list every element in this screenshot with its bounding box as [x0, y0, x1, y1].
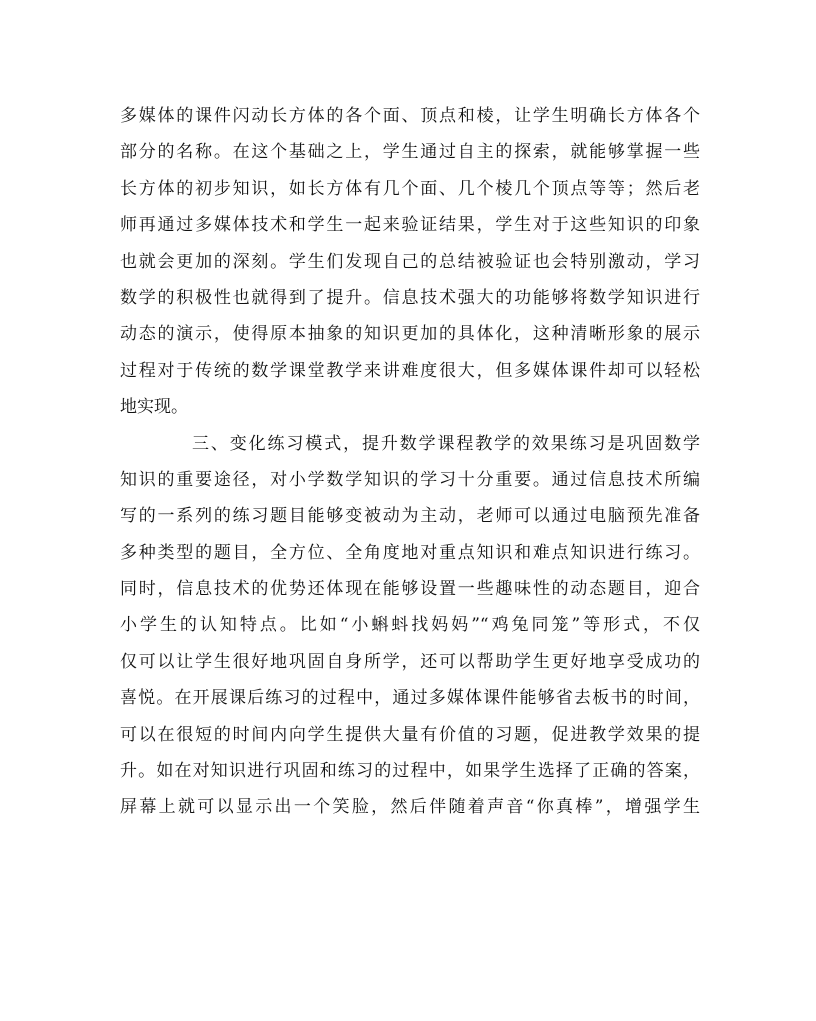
paragraph-2 — [120, 426, 700, 826]
text-line: 地实现。 — [120, 397, 188, 418]
paragraph-1 — [120, 98, 700, 426]
text-line: 动态的演示，使得原本抽象的知识更加的具体化，这种清晰形象的展示 — [120, 324, 700, 345]
text-line: 可以在很短的时间内向学生提供大量有价值的习题，促进教学效果的提 — [120, 724, 700, 745]
text-line: 多种类型的题目，全方位、全角度地对重点知识和难点知识进行练习。 — [120, 542, 700, 563]
text-line: 小学生的认知特点。比如“小蝌蚪找妈妈”“鸡兔同笼”等形式，不仅 — [120, 615, 700, 636]
text-line: 过程对于传统的数学课堂教学来讲难度很大，但多媒体课件却可以轻松 — [120, 360, 700, 381]
text-line: 写的一系列的练习题目能够变被动为主动，老师可以通过电脑预先准备 — [120, 506, 700, 527]
text-line: 多媒体的课件闪动长方体的各个面、顶点和棱，让学生明确长方体各个 — [120, 106, 700, 126]
text-line: 部分的名称。在这个基础之上，学生通过自主的探索，就能够掌握一些 — [120, 142, 700, 163]
text-line: 仅可以让学生很好地巩固自身所学，还可以帮助学生更好地享受成功的 — [120, 651, 700, 672]
text-line: 长方体的初步知识，如长方体有几个面、几个棱几个顶点等等；然后老 — [120, 178, 700, 199]
text-line: 数学的积极性也就得到了提升。信息技术强大的功能够将数学知识进行 — [120, 287, 700, 308]
text-line: 升。如在对知识进行巩固和练习的过程中，如果学生选择了正确的答案， — [120, 761, 700, 782]
text-line: 也就会更加的深刻。学生们发现自己的总结被验证也会特别激动，学习 — [120, 251, 700, 272]
text-line: 屏幕上就可以显示出一个笑脸，然后伴随着声音“你真棒”，增强学生 — [120, 797, 700, 818]
text-line: 知识的重要途径，对小学数学知识的学习十分重要。通过信息技术所编 — [120, 469, 700, 490]
text-line: 师再通过多媒体技术和学生一起来验证结果，学生对于这些知识的印象 — [120, 215, 700, 236]
text-line: 喜悦。在开展课后练习的过程中，通过多媒体课件能够省去板书的时间， — [120, 688, 700, 709]
text-line: 同时，信息技术的优势还体现在能够设置一些趣味性的动态题目，迎合 — [120, 579, 700, 600]
text-line: 三、变化练习模式，提升数学课程教学的效果练习是巩固数学 — [192, 433, 700, 454]
body-text — [120, 98, 700, 826]
